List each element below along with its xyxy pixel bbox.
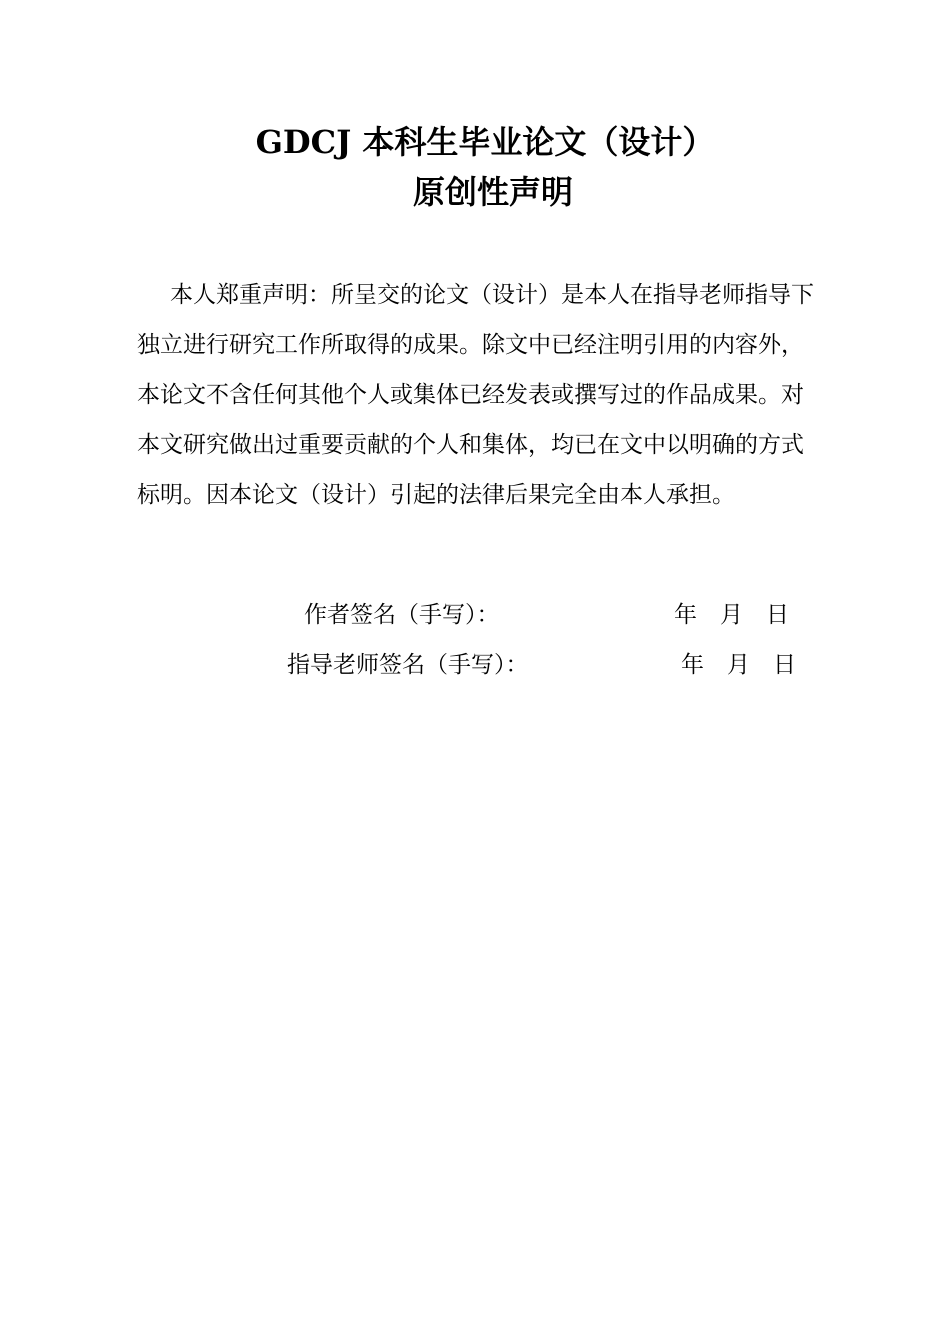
advisor-signature-label: 指导老师签名（手写）：	[287, 652, 529, 678]
document-subtitle: 原创性声明	[412, 173, 573, 211]
author-signature-label: 作者签名（手写）：	[304, 602, 500, 628]
document-title: GDCJ 本科生毕业论文（设计）	[255, 123, 715, 161]
declaration-line: 独立进行研究工作所取得的成果。除文中已经注明引用的内容外，	[137, 332, 804, 358]
declaration-line: 标明。因本论文（设计）引起的法律后果完全由本人承担。	[137, 482, 735, 508]
author-date-month: 月	[720, 602, 743, 628]
author-signature-date	[674, 600, 789, 630]
declaration-paragraph	[137, 270, 857, 520]
advisor-date-day: 日	[773, 652, 796, 678]
author-date-year: 年	[674, 602, 697, 628]
advisor-date-month: 月	[727, 652, 750, 678]
declaration-line: 本人郑重声明：所呈交的论文（设计）是本人在指导老师指导下	[170, 282, 814, 308]
advisor-date-year: 年	[681, 652, 704, 678]
declaration-line: 本论文不含任何其他个人或集体已经发表或撰写过的作品成果。对	[137, 382, 804, 408]
author-date-day: 日	[766, 602, 789, 628]
declaration-line: 本文研究做出过重要贡献的个人和集体，均已在文中以明确的方式	[137, 432, 804, 458]
advisor-signature-date	[681, 650, 796, 680]
